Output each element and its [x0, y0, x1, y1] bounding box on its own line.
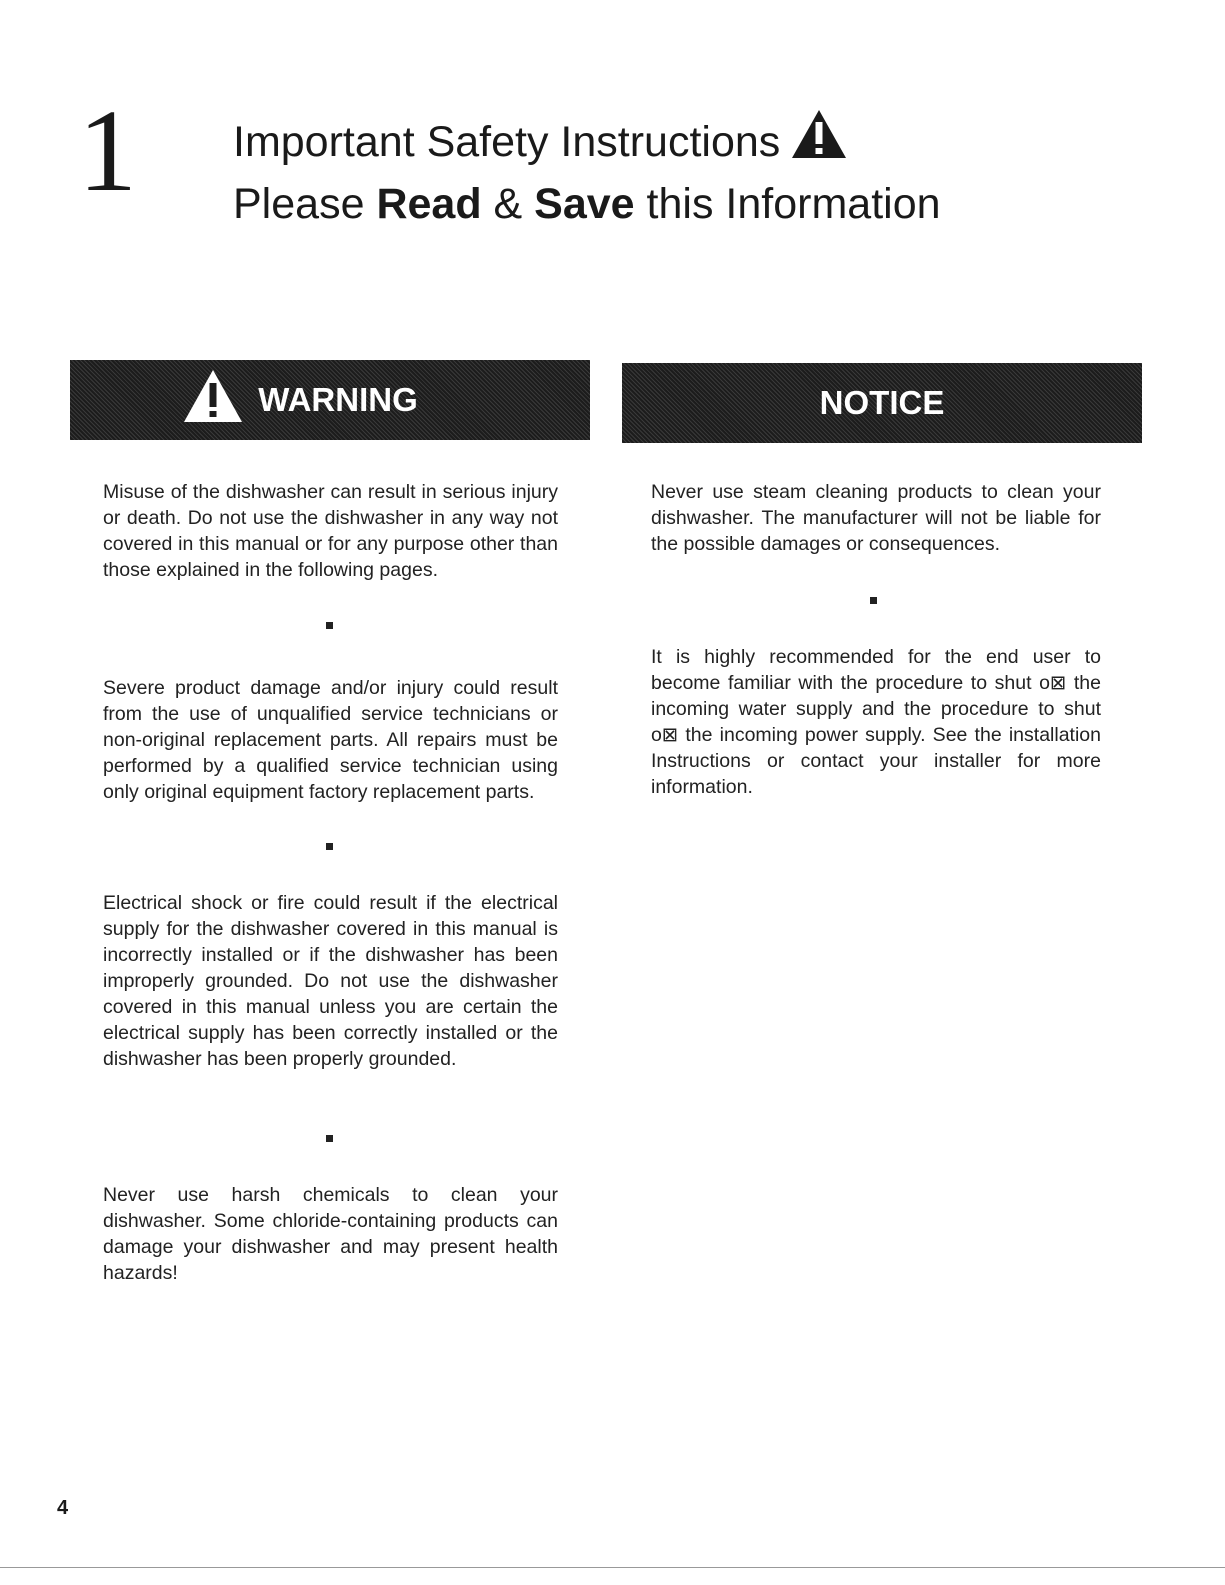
notice-paragraph: It is highly recommended for the end user to become familiar with the procedure to shut o⊠ the incoming water supply and the procedure to shut o⊠ the incoming power supply. See the installation Instructions or contact your installer for more information.	[651, 646, 1101, 798]
warning-triangle-icon	[790, 108, 848, 175]
warning-paragraph: Misuse of the dishwasher can result in serious injury or death. Do not use the dishwasher in any way not covered in this manual or for any purpose other than those explained in the following pages.	[103, 481, 558, 581]
warning-triangle-icon	[182, 368, 258, 432]
notice-banner	[622, 363, 1142, 443]
bullet-separator	[326, 622, 333, 629]
notice-column	[651, 479, 1101, 800]
warning-heading: WARNING	[258, 381, 418, 418]
warning-column	[103, 479, 558, 1286]
page-number: 4	[57, 1497, 69, 1519]
warning-banner	[70, 360, 590, 440]
page-title	[233, 108, 941, 233]
warning-paragraph: Severe product damage and/or injury could result from the use of unqualified service technicians or non-original replacement parts. All repairs must be performed by a qualified service technician using only original equipment factory replacement parts.	[103, 677, 558, 803]
bullet-separator	[326, 843, 333, 850]
warning-paragraph: Electrical shock or fire could result if the electrical supply for the dishwasher covered in this manual is incorrectly installed or if the dishwasher has been improperly grounded. Do not use the dishwasher covered in this manual unless you are certain the electrical supply has been correctly installed or the dishwasher has been properly grounded.	[103, 892, 558, 1070]
bullet-separator	[870, 597, 877, 604]
notice-heading: NOTICE	[819, 384, 945, 421]
page-bottom-rule	[0, 1567, 1225, 1568]
title-line-2: Please Read & Save this Information	[233, 180, 941, 228]
chapter-number: 1	[78, 85, 137, 216]
title-line-1: Important Safety Instructions	[233, 108, 941, 175]
warning-paragraph: Never use harsh chemicals to clean your dishwasher. Some chloride-containing products can damage your dishwasher and may present health hazards!	[103, 1184, 558, 1284]
notice-paragraph: Never use steam cleaning products to clean your dishwasher. The manufacturer will not be liable for the possible damages or consequences.	[651, 481, 1101, 555]
bullet-separator	[326, 1135, 333, 1142]
